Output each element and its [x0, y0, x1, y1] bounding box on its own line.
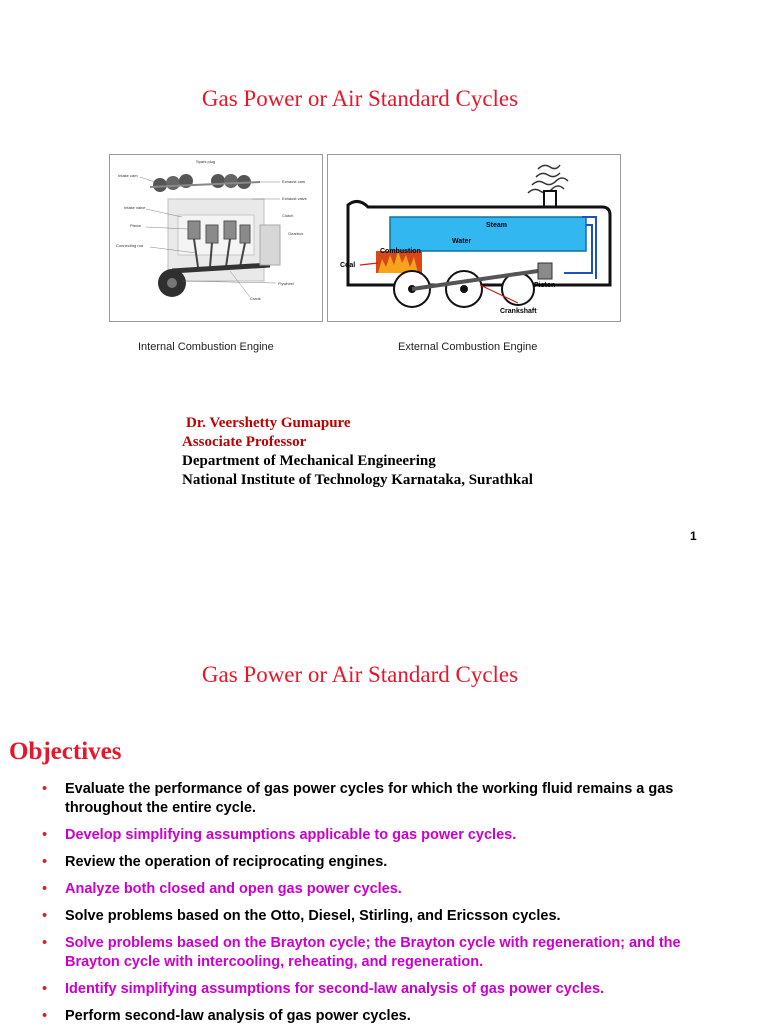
- internal-combustion-engine-caption: Internal Combustion Engine: [138, 341, 274, 353]
- exhaust-cam-label: Exhaust cam: [282, 179, 306, 184]
- objective-text: Identify simplifying assumptions for second-law analysis of gas power cycles.: [65, 981, 605, 997]
- flywheel-label: Flywheel: [278, 281, 294, 286]
- smoke-icon: [528, 165, 568, 193]
- objective-text: Analyze both closed and open gas power cycles.: [65, 881, 402, 897]
- author-institution: National Institute of Technology Karnataka, Surathkal: [182, 472, 533, 488]
- objective-item: [40, 907, 730, 926]
- author-department: Department of Mechanical Engineering: [182, 453, 436, 469]
- bullet-icon: •: [42, 935, 48, 951]
- objective-text: Solve problems based on the Brayton cycle; the Brayton cycle with regeneration; and the Brayton cycle with intercooling, reheating, and regeneration.: [65, 935, 681, 970]
- piston-label: Piston: [130, 223, 142, 228]
- bullet-icon: •: [42, 981, 48, 997]
- piston-label: Piston: [534, 282, 556, 289]
- objective-text: Evaluate the performance of gas power cycles for which the working fluid remains a gas throughout the entire cycle.: [65, 781, 674, 816]
- external-combustion-engine-caption: External Combustion Engine: [398, 341, 538, 353]
- crankshaft-label: Crankshaft: [500, 308, 537, 315]
- objective-item: [40, 880, 730, 899]
- exhaust-cam-icon: [211, 174, 251, 189]
- bullet-icon: •: [42, 881, 48, 897]
- external-combustion-engine-figure: [327, 154, 621, 322]
- objective-text: Solve problems based on the Otto, Diesel, Stirling, and Ericsson cycles.: [65, 908, 561, 924]
- combustion-label: Combustion: [380, 248, 421, 255]
- objective-text: Develop simplifying assumptions applicable to gas power cycles.: [65, 827, 517, 843]
- connecting-rod-label: Connecting rod: [116, 243, 144, 248]
- author-role: Associate Professor: [182, 434, 307, 450]
- spark-plug-label: Spark plug: [196, 159, 216, 164]
- objective-text: Perform second-law analysis of gas power cycles.: [65, 1008, 411, 1024]
- intake-cam-label: Intake cam: [118, 173, 138, 178]
- author-name: Dr. Veershetty Gumapure: [186, 415, 351, 431]
- objective-item: [40, 780, 730, 818]
- bullet-icon: •: [42, 1008, 48, 1024]
- bullet-icon: •: [42, 827, 48, 843]
- objective-item: [40, 980, 730, 999]
- intake-valve-label: Intake valve: [124, 205, 146, 210]
- exhaust-valve-label: Exhaust valve: [282, 196, 307, 201]
- bullet-icon: •: [42, 854, 48, 870]
- slide-title: Gas Power or Air Standard Cycles: [201, 662, 519, 687]
- bullet-icon: •: [42, 781, 48, 797]
- objective-item: [40, 934, 730, 972]
- objective-item: [40, 853, 730, 872]
- page-number: 1: [690, 529, 697, 543]
- objective-item: [40, 1007, 730, 1026]
- water-label: Water: [452, 238, 472, 245]
- flywheel-icon: [158, 269, 186, 297]
- intake-cam-icon: [153, 174, 193, 192]
- objectives-list: [40, 780, 730, 1034]
- bullet-icon: •: [42, 908, 48, 924]
- crank-label: Crank: [250, 296, 261, 301]
- steam-label: Steam: [486, 222, 508, 229]
- objective-text: Review the operation of reciprocating engines.: [65, 854, 388, 870]
- objective-item: [40, 826, 730, 845]
- slide-title: Gas Power or Air Standard Cycles: [201, 86, 519, 111]
- clutch-label: Clutch: [282, 213, 294, 218]
- gearbox-label: Gearbox: [288, 231, 304, 236]
- internal-combustion-engine-figure: [109, 154, 323, 322]
- coal-label: Coal: [340, 262, 356, 269]
- objectives-heading: Objectives: [9, 738, 122, 765]
- slide-2: [0, 580, 768, 1024]
